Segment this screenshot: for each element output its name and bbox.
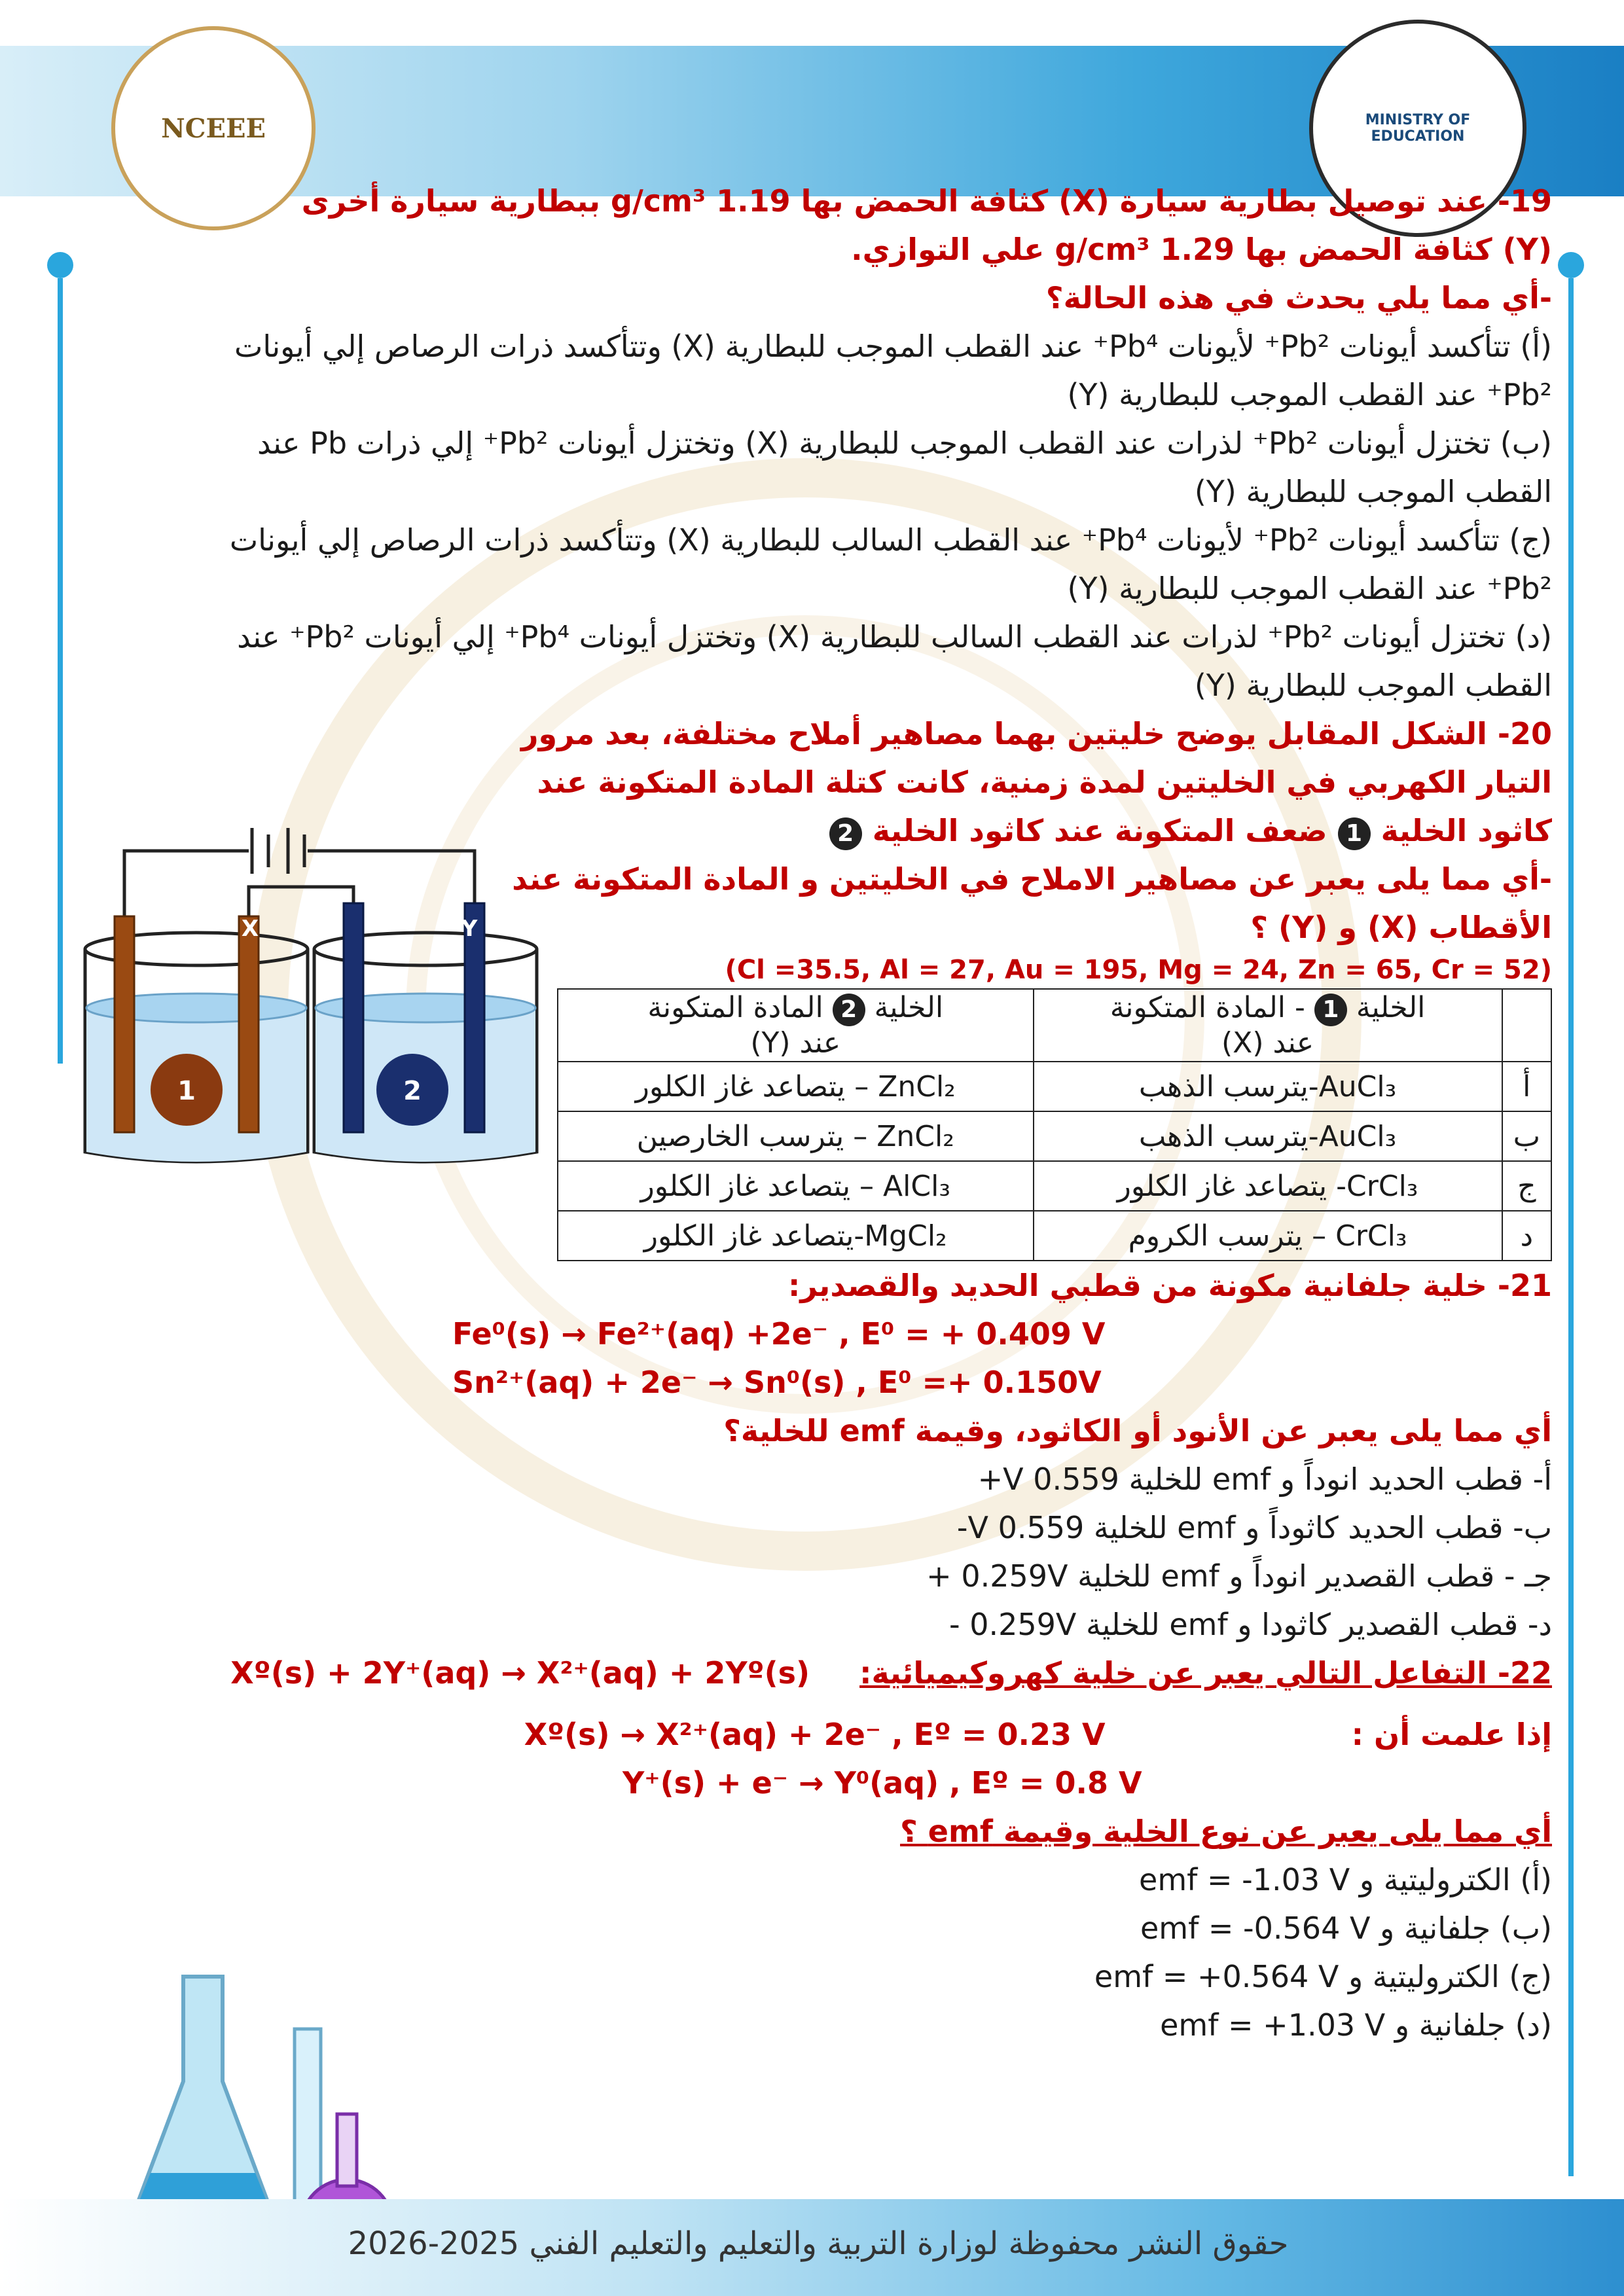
table-header-row [558, 989, 1551, 1062]
right-vertical-line [1568, 278, 1574, 2176]
q20-cell2-badge: 2 [829, 817, 862, 850]
q22-option-c: (ج) الكتروليتية و emf = +0.564 V [1094, 1959, 1552, 1994]
right-dot-top [1558, 252, 1584, 278]
diagram-cell1-label: 1 [177, 1076, 196, 1106]
q21-option-a: أ- قطب الحديد انوداً و emf للخلية 0.559 V+ [977, 1462, 1552, 1497]
q22-given [73, 1710, 1552, 1759]
q21-option-c: جـ - قطب القصدير انوداً و emf للخلية 0.259V + [926, 1558, 1552, 1594]
q20-line3b: ضعف المتكونة عند كاثود الخلية [872, 813, 1327, 848]
q22-main-equation: Xº(s) + 2Y⁺(aq) → X²⁺(aq) + 2Yº(s) [230, 1655, 810, 1691]
q21-option-b: ب- قطب الحديد كاثوداً و emf للخلية 0.559 V- [956, 1510, 1552, 1545]
q22-option-a: (أ) الكتروليتية و emf = -1.03 V [1139, 1862, 1552, 1897]
q20-cell1-badge: 1 [1338, 817, 1371, 850]
q19-option-b-2: القطب الموجب للبطارية (Y) [1194, 474, 1552, 509]
q19-option-b-1: (ب) تختزل أيونات Pb²⁺ لذرات عند القطب الموجب للبطارية (X) وتختزل أيونات Pb²⁺ إلي ذرات Pb عند [257, 425, 1552, 461]
q19-question: -أي مما يلي يحدث في هذه الحالة؟ [1045, 280, 1552, 315]
q21-equation-1: Fe⁰(s) → Fe²⁺(aq) +2e⁻ , E⁰ = + 0.409 V [452, 1316, 1106, 1352]
diagram-cell2-label: 2 [403, 1076, 422, 1106]
q21-question: أي مما يلى يعبر عن الأنود أو الكاثود، وقيمة emf للخلية؟ [723, 1413, 1552, 1448]
table-row: ج CrCl₃- يتصاعد غاز الكلور AlCl₃ – يتصاعد غاز الكلور [558, 1161, 1551, 1211]
table-row: أ AuCl₃-يترسب الذهب ZnCl₂ – يتصاعد غاز الكلور [558, 1062, 1551, 1111]
q20-line1: 20- الشكل المقابل يوضح خليتين بهما مصاهير أملاح مختلفة، بعد مرور [521, 716, 1552, 751]
ncee-logo-text: NCEEE [161, 113, 266, 144]
q19-option-d-2: القطب الموجب للبطارية (Y) [1194, 668, 1552, 703]
footer-copyright: حقوق النشر محفوظة لوزارة التربية والتعليم والتعليم الفني 2025-2026 [348, 2225, 1289, 2262]
q22-equation-1: Xº(s) → X²⁺(aq) + 2e⁻ , Eº = 0.23 V [524, 1717, 1106, 1752]
q20-question: -أي مما يلى يعبر عن مصاهير الاملاح في الخليتين و المادة المتكونة عند [512, 861, 1552, 897]
q22-given-label: إذا علمت أن : [1351, 1717, 1552, 1752]
q21-option-d: د- قطب القصدير كاثودا و emf للخلية 0.259V - [949, 1607, 1552, 1642]
ministry-logo-text: MINISTRY OF EDUCATION [1365, 112, 1471, 145]
electrode-x-label: X [241, 916, 259, 942]
left-dot-top [47, 252, 73, 278]
table-row: د CrCl₃ – يترسب الكروم MgCl₂-يتصاعد غاز الكلور [558, 1211, 1551, 1261]
q19-option-a-1: (أ) تتأكسد أيونات Pb²⁺ لأيونات Pb⁴⁺ عند القطب الموجب للبطارية (X) وتتأكسد ذرات الرصاص إلي أيونات [234, 329, 1552, 364]
electrode-y-label: Y [461, 916, 478, 942]
q20-question-2: الأقطاب (X) و (Y) ؟ [1250, 910, 1552, 945]
q22-question: أي مما يلى يعبر عن نوع الخلية وقيمة emf ؟ [900, 1814, 1552, 1849]
left-vertical-line [58, 278, 63, 1064]
q22-equation-2: Y⁺(s) + e⁻ → Y⁰(aq) , Eº = 0.8 V [623, 1765, 1142, 1801]
table-head-cell2: الخلية 2 المادة المتكونة عند (Y) [558, 989, 1034, 1062]
q20-line3a: كاثود الخلية [1380, 813, 1552, 848]
q22-title: 22- التفاعل التالي يعبر عن خلية كهروكيميائية: [859, 1655, 1552, 1691]
q19-line1: 19- عند توصيل بطارية سيارة (X) كثافة الحمض بها 1.19 g/cm³ ببطارية سيارة أخرى [301, 183, 1552, 219]
q21-line1: 21- خلية جلفانية مكونة من قطبي الحديد والقصدير: [788, 1268, 1552, 1303]
q21-equation-2: Sn²⁺(aq) + 2e⁻ → Sn⁰(s) , E⁰ =+ 0.150V [452, 1365, 1102, 1400]
q20-line2: التيار الكهربي في الخليتين لمدة زمنية، كانت كتلة المادة المتكونة عند [537, 764, 1552, 800]
q20-atomic-masses: (Cl =35.5, Al = 27, Au = 195, Mg = 24, Zn = 65, Cr = 52) [725, 955, 1552, 985]
q20-line3 [73, 806, 1552, 855]
q19-option-c-1: (ج) تتأكسد أيونات Pb²⁺ لأيونات Pb⁴⁺ عند القطب السالب للبطارية (X) وتتأكسد ذرات الرصاص إلي أيونات [229, 522, 1552, 558]
q20-answer-table [557, 988, 1552, 1261]
table-head-cell1: الخلية 1 - المادة المتكونة عند (X) [1034, 989, 1502, 1062]
q19-line2: (Y) كثافة الحمض بها 1.29 g/cm³ علي التوازي. [851, 232, 1552, 267]
q22-line1 [73, 1649, 1552, 1697]
q19-option-c-2: Pb²⁺ عند القطب الموجب للبطارية (Y) [1067, 571, 1552, 606]
table-row: ب AuCl₃-يترسب الذهب ZnCl₂ – يترسب الخارصين [558, 1111, 1551, 1161]
q19-option-a-2: Pb²⁺ عند القطب الموجب للبطارية (Y) [1067, 377, 1552, 412]
q19-option-d-1: (د) تختزل أيونات Pb²⁺ لذرات عند القطب السالب للبطارية (X) وتختزل أيونات Pb⁴⁺ إلي أيونات Pb²⁺ عند [237, 619, 1552, 655]
page-content [73, 177, 1552, 2049]
q22-option-d: (د) جلفانية و emf = +1.03 V [1160, 2007, 1552, 2043]
q22-option-b: (ب) جلفانية و emf = -0.564 V [1140, 1910, 1552, 1946]
